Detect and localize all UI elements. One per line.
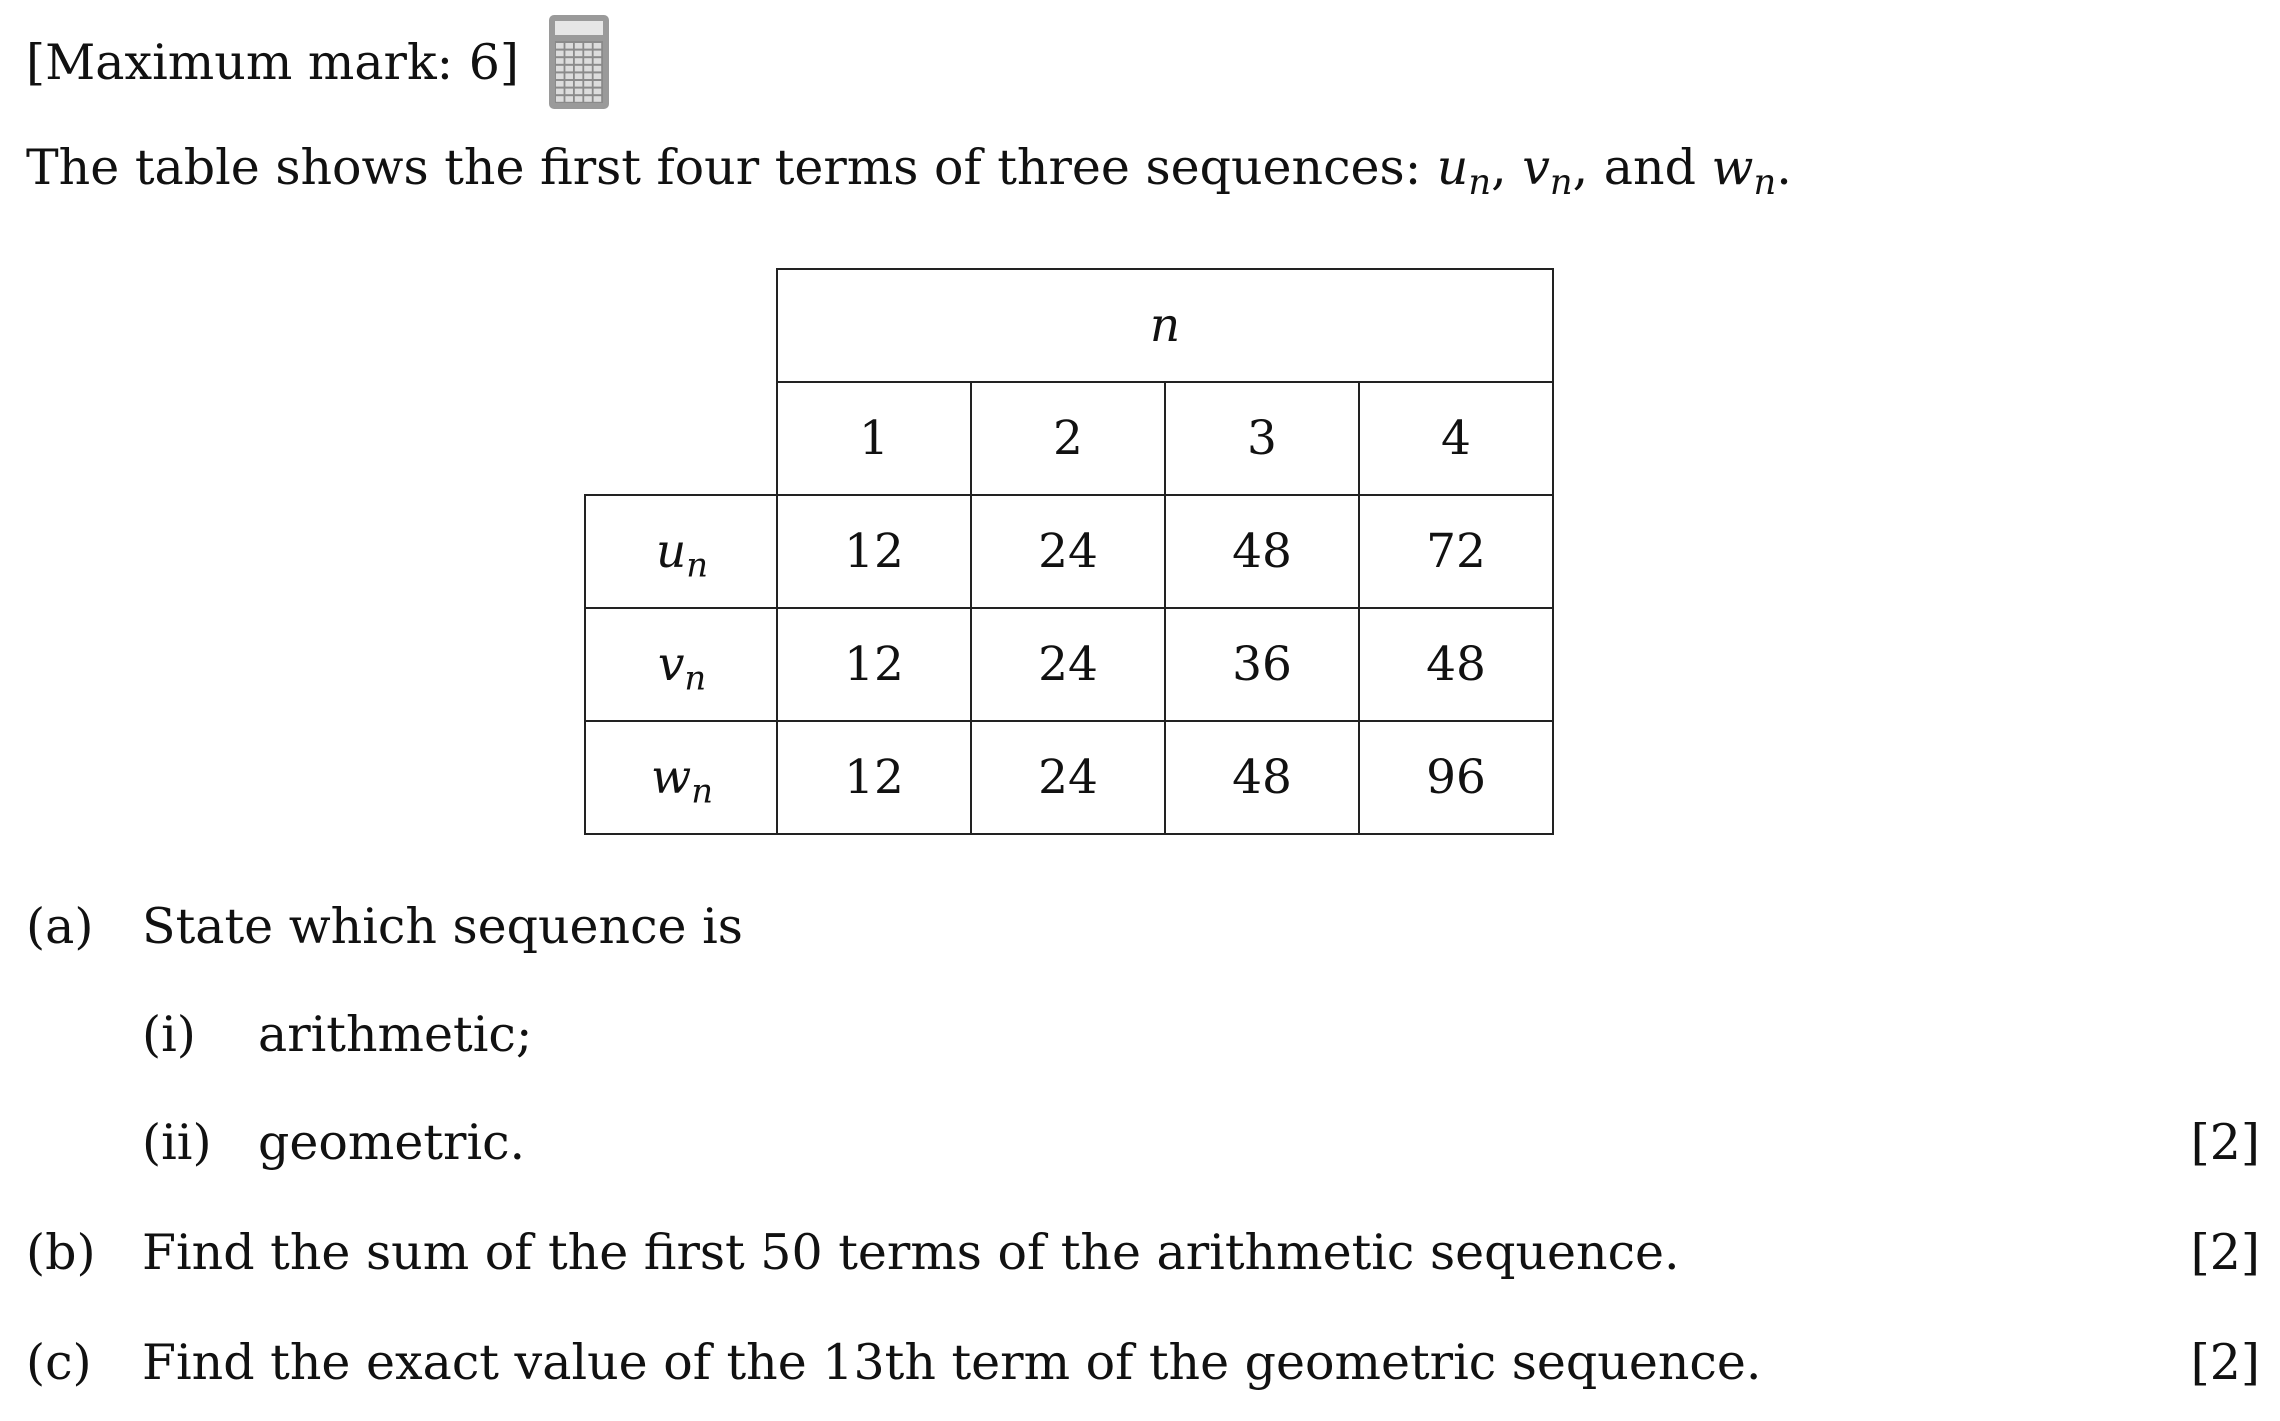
intro-end: .	[1776, 139, 1792, 196]
table-header-label: n	[1149, 298, 1181, 353]
question-a-i-text: arithmetic;	[258, 1006, 533, 1063]
table-cell: 72	[1358, 494, 1554, 609]
sequence-symbol: $v_n$	[657, 637, 707, 698]
question-c-marks: [2]	[2190, 1334, 2260, 1391]
table-column-header: 4	[1358, 381, 1554, 496]
question-a-text: State which sequence is	[142, 898, 743, 955]
table-cell: 12	[776, 720, 972, 835]
intro-sentence	[26, 139, 1792, 203]
table-column-header: 2	[970, 381, 1166, 496]
intro-separator-and: , and	[1572, 139, 1696, 196]
table-row-label	[584, 720, 780, 835]
question-a-i-label: (i)	[142, 1006, 196, 1063]
table-column-header: 1	[776, 381, 972, 496]
table-cell: 48	[1358, 607, 1554, 722]
table-cell: 24	[970, 607, 1166, 722]
seq-v-symbol: $v_n$	[1522, 139, 1573, 203]
sequence-symbol: $u_n$	[655, 524, 709, 585]
table-cell: 12	[776, 494, 972, 609]
table-cell: 36	[1164, 607, 1360, 722]
seq-u-symbol: $u_n$	[1436, 139, 1492, 203]
table-cell: 96	[1358, 720, 1554, 835]
intro-separator: ,	[1491, 139, 1507, 196]
table-row-label	[584, 607, 780, 722]
question-c-label: (c)	[26, 1334, 92, 1391]
seq-w-symbol: $w_n$	[1711, 139, 1777, 203]
question-b-label: (b)	[26, 1224, 96, 1281]
question-b-marks: [2]	[2190, 1224, 2260, 1281]
sequence-symbol: $w_n$	[650, 750, 714, 811]
table-cell: 48	[1164, 720, 1360, 835]
max-mark-label: [Maximum mark: 6]	[26, 34, 520, 91]
table-cell: 48	[1164, 494, 1360, 609]
table-cell: 24	[970, 720, 1166, 835]
table-cell: 12	[776, 607, 972, 722]
question-a-ii-text: geometric.	[258, 1114, 526, 1171]
table-cell: 24	[970, 494, 1166, 609]
table-row-label	[584, 494, 780, 609]
calculator-icon	[548, 14, 610, 110]
table-column-header: 3	[1164, 381, 1360, 496]
question-a-label: (a)	[26, 898, 94, 955]
table-header-n	[776, 268, 1554, 383]
question-c-text: Find the exact value of the 13th term of the geometric sequence.	[142, 1334, 1762, 1391]
question-a-marks: [2]	[2190, 1114, 2260, 1171]
intro-text: The table shows the first four terms of three sequences:	[26, 139, 1422, 196]
question-a-ii-label: (ii)	[142, 1114, 212, 1171]
question-b-text: Find the sum of the first 50 terms of the arithmetic sequence.	[142, 1224, 1680, 1281]
